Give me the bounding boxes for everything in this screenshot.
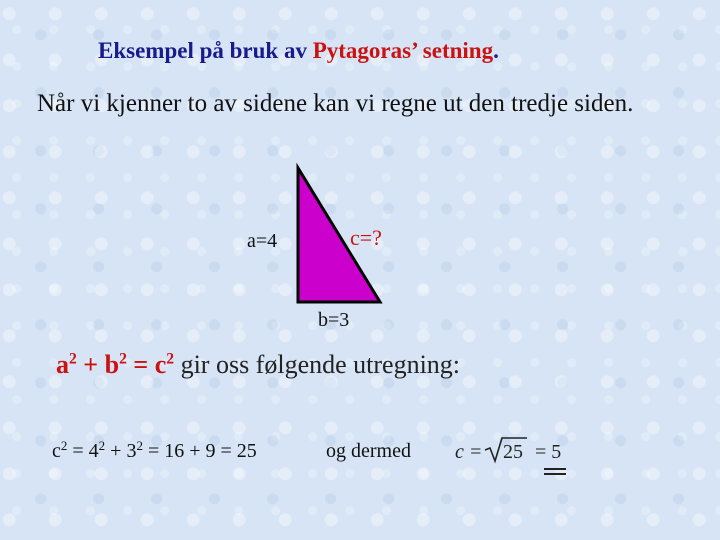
result-value: = 5	[535, 441, 562, 463]
title-suffix: .	[493, 38, 499, 63]
side-a-label: a=4	[247, 230, 278, 252]
title-accent: Pytagoras’ setning	[312, 38, 494, 63]
result-equation	[455, 434, 575, 484]
slide-title	[98, 38, 499, 64]
conclusion-text: og dermed	[326, 440, 411, 462]
pythagoras-formula	[56, 350, 460, 380]
result-c-equals: c =	[455, 441, 483, 463]
result-radicand: 25	[503, 441, 523, 463]
slide-subtitle: Når vi kjenner to av sidene kan vi regne ut den tredje siden.	[37, 90, 634, 117]
side-b-label: b=3	[318, 309, 350, 331]
formula-tail: gir oss følgende utregning:	[180, 350, 461, 379]
calculation-line: $c^2 = 4^2 + 3^2 = 16 + 9 = 25$	[52, 437, 257, 462]
formula-equation: $a^2 + b^2 = c^2$	[56, 350, 175, 379]
hypotenuse-label: c=?	[350, 225, 382, 250]
title-prefix: Eksempel på bruk av	[98, 38, 313, 63]
